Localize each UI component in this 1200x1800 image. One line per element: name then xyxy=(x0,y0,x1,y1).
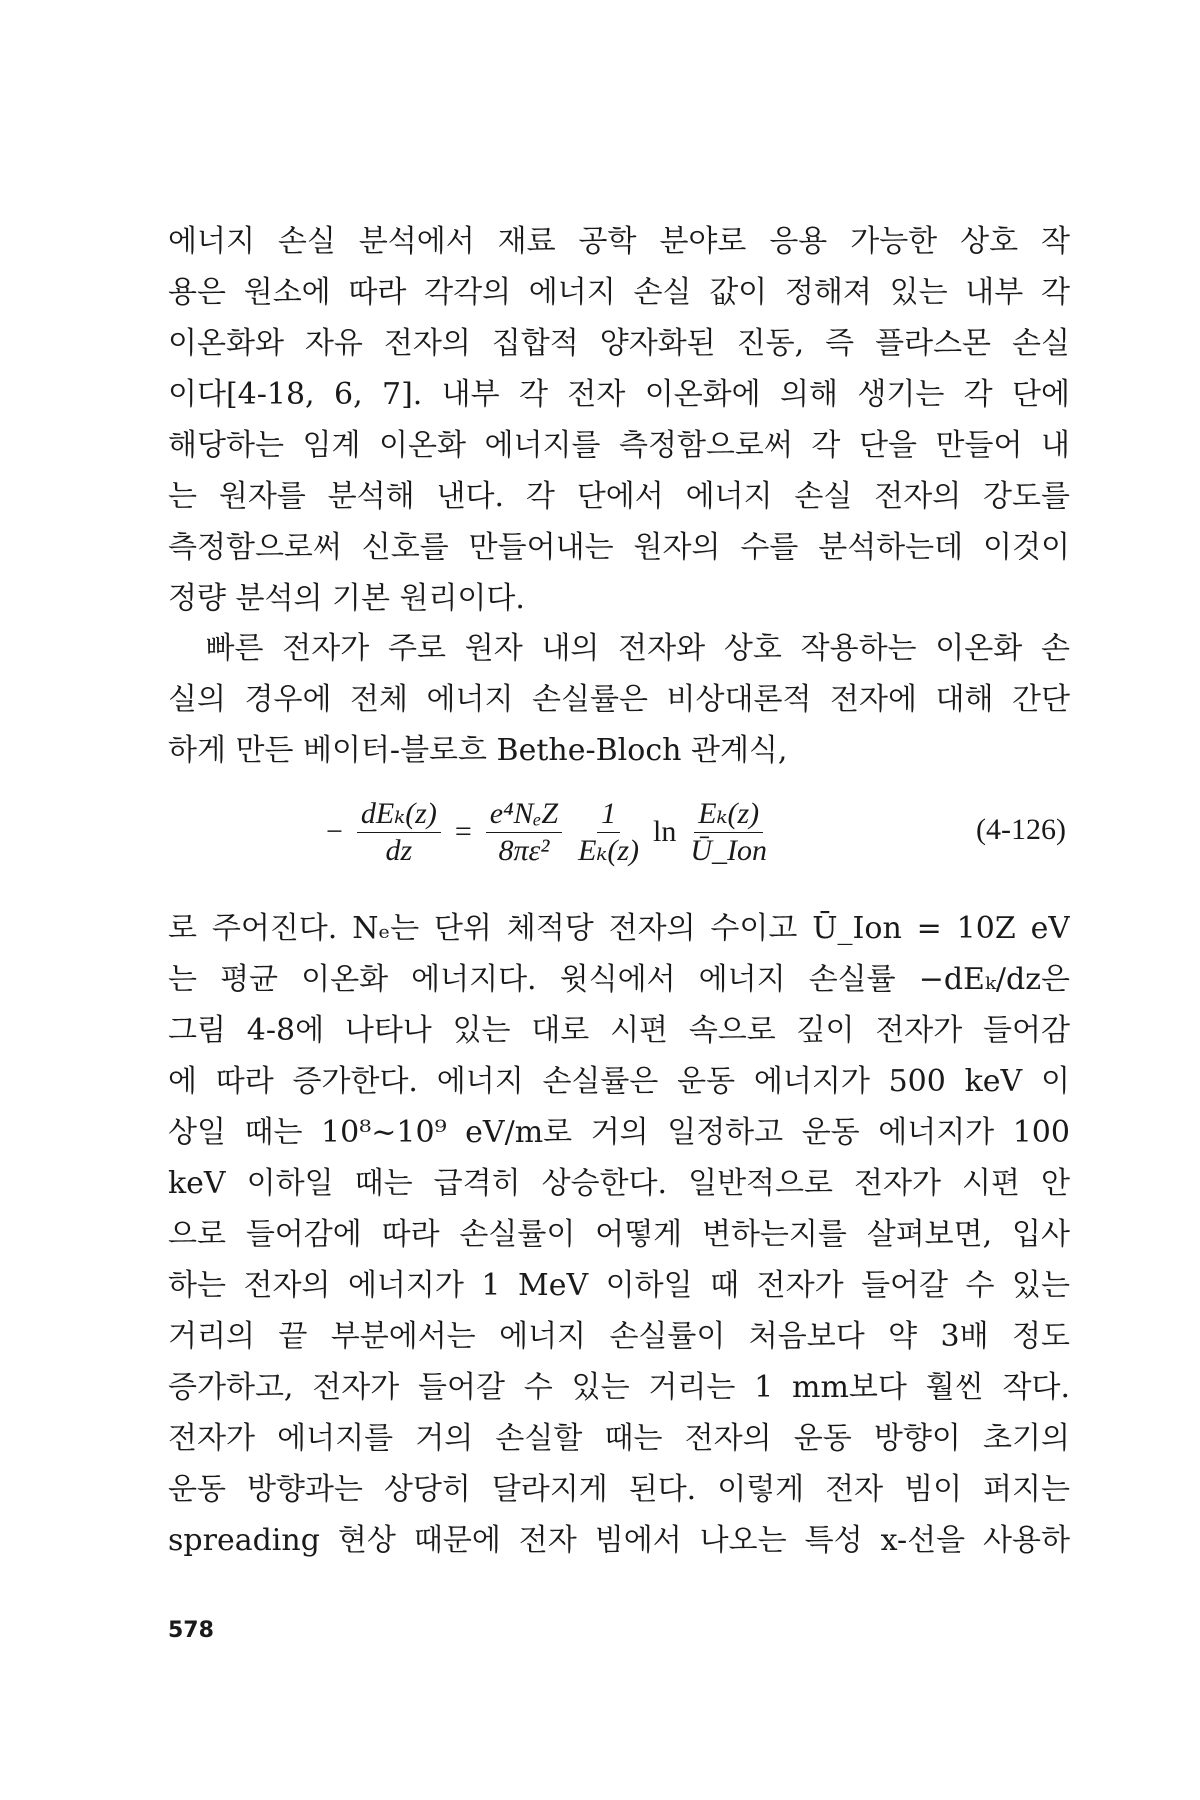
text-line: 빠른 전자가 주로 원자 내의 전자와 상호 작용하는 이온화 손 xyxy=(168,631,1070,666)
equation-energy-fraction xyxy=(574,796,643,869)
fraction-denominator: Ū_Ion xyxy=(690,833,768,867)
equation-lhs-fraction xyxy=(357,796,441,869)
equation-log-argument-fraction xyxy=(686,796,771,869)
fraction-numerator: Eₖ(z) xyxy=(694,796,763,833)
text-line: keV 이하일 때는 급격히 상승한다. 일반적으로 전자가 시편 안 xyxy=(168,1166,1070,1201)
text-line: 는 평균 이온화 에너지다. 윗식에서 에너지 손실률 −dEₖ/dz은 xyxy=(168,962,1070,997)
equation-constant-fraction xyxy=(486,796,562,869)
text-line: 증가하고, 전자가 들어갈 수 있는 거리는 1 mm보다 훨씬 작다. xyxy=(168,1370,1070,1405)
fraction-numerator: e⁴NₑZ xyxy=(486,796,562,833)
fraction-numerator: dEₖ(z) xyxy=(357,796,441,833)
text-line: 로 주어진다. Nₑ는 단위 체적당 전자의 수이고 Ū_Ion = 10Z eV xyxy=(168,911,1070,946)
equation-minus-sign: − xyxy=(326,815,343,848)
paragraph-energy-loss-rate xyxy=(168,903,1070,1566)
text-line: spreading 현상 때문에 전자 빔에서 나오는 특성 x-선을 사용하 xyxy=(168,1523,1070,1558)
text-line: 하게 만든 베이터-블로흐 Bethe-Bloch 관계식, xyxy=(168,733,788,768)
equation-equals-sign: = xyxy=(454,815,472,848)
text-line: 이다[4-18, 6, 7]. 내부 각 전자 이온화에 의해 생기는 각 단에 xyxy=(168,377,1070,412)
text-line: 상일 때는 10⁸~10⁹ eV/m로 거의 일정하고 운동 에너지가 100 xyxy=(168,1115,1070,1150)
text-line: 용은 원소에 따라 각각의 에너지 손실 값이 정해져 있는 내부 각 xyxy=(168,275,1070,310)
equation-body xyxy=(318,790,777,874)
fraction-denominator: Eₖ(z) xyxy=(578,833,640,867)
paragraph-ionization-loss xyxy=(168,623,1070,776)
text-line: 는 원자를 분석해 낸다. 각 단에서 에너지 손실 전자의 강도를 xyxy=(168,479,1070,514)
text-line: 그림 4-8에 나타나 있는 대로 시편 속으로 깊이 전자가 들어감 xyxy=(168,1013,1070,1048)
fraction-numerator: 1 xyxy=(597,796,620,833)
text-line: 으로 들어감에 따라 손실률이 어떻게 변하는지를 살펴보면, 입사 xyxy=(168,1217,1070,1252)
text-line: 이온화와 자유 전자의 집합적 양자화된 진동, 즉 플라스몬 손실 xyxy=(168,326,1070,361)
page-number: 578 xyxy=(168,1618,214,1643)
fraction-denominator: 8πε² xyxy=(498,833,550,867)
text-line: 거리의 끝 부분에서는 에너지 손실률이 처음보다 약 3배 정도 xyxy=(168,1319,1070,1354)
text-line: 측정함으로써 신호를 만들어내는 원자의 수를 분석하는데 이것이 xyxy=(168,530,1070,565)
fraction-denominator: dz xyxy=(385,833,413,867)
text-line: 정량 분석의 기본 원리이다. xyxy=(168,581,525,616)
paragraph-energy-loss-analysis xyxy=(168,216,1070,624)
bethe-bloch-equation xyxy=(168,788,1070,880)
text-line: 실의 경우에 전체 에너지 손실률은 비상대론적 전자에 대해 간단 xyxy=(168,682,1070,717)
text-line: 운동 방향과는 상당히 달라지게 된다. 이렇게 전자 빔이 퍼지는 xyxy=(168,1472,1070,1507)
text-line: 에너지 손실 분석에서 재료 공학 분야로 응용 가능한 상호 작 xyxy=(168,224,1070,259)
equation-ln-operator: ln xyxy=(653,815,677,848)
text-line: 해당하는 임계 이온화 에너지를 측정함으로써 각 단을 만들어 내 xyxy=(168,428,1070,463)
text-line: 하는 전자의 에너지가 1 MeV 이하일 때 전자가 들어갈 수 있는 xyxy=(168,1268,1070,1303)
equation-number: (4-126) xyxy=(976,813,1066,846)
text-line: 전자가 에너지를 거의 손실할 때는 전자의 운동 방향이 초기의 xyxy=(168,1421,1070,1456)
text-line: 에 따라 증가한다. 에너지 손실률은 운동 에너지가 500 keV 이 xyxy=(168,1064,1070,1099)
